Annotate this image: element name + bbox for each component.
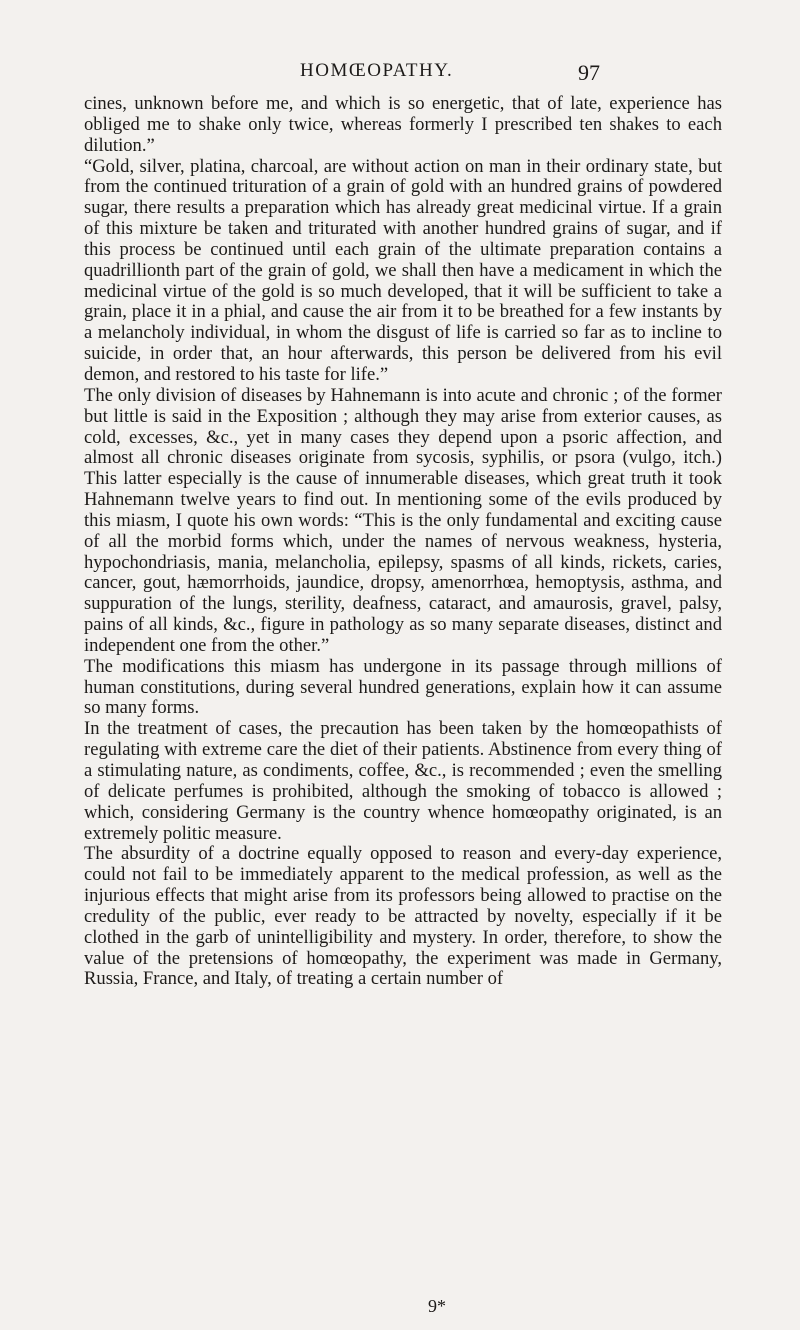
running-head [300, 60, 600, 88]
page-number: 97 [578, 60, 600, 85]
paragraph-6: The absurdity of a doctrine equally opposed to reason and every-day experience, could not fail to be immediately apparent to the medical profession, as well as the injurious effects that might arise from its professors being allowed to practise on the credulity of the public, ever ready to be attracted by novelty, especially if it be clothed in the garb of unintelligibility and mystery. In order, therefore, to show the value of the pretensions of homœopathy, the experiment was made in Germany, Russia, France, and Italy, of treating a certain number of [84, 843, 722, 990]
paragraph-5: In the treatment of cases, the precaution has been taken by the homœopathists of regulating with extreme care the diet of their patients. Abstinence from every thing of a stimulating nature, as condiments, coffee, &c., is recommended ; even the smelling of delicate perfumes is prohibited, although the smoking of tobacco is allowed ; which, considering Germany is the country whence homœopathy originated, is an extremely politic measure. [84, 718, 722, 844]
paragraph-4: The modifications this miasm has undergone in its passage through millions of human constitutions, during several hundred generations, explain how it can assume so many forms. [84, 655, 722, 719]
paragraph-3: The only division of diseases by Hahnemann is into acute and chronic ; of the former but little is said in the Exposition ; although they may arise from exterior causes, as cold, excesses, &c., yet in many cases they depend upon a psoric affection, and almost all chronic diseases originate from sycosis, syphilis, or psora (vulgo, itch.) This latter especially is the cause of innumerable diseases, which great truth it took Hahnemann twelve years to find out. In mentioning some of the evils produced by this miasm, I quote his own words: “This is the only fundamental and exciting cause of all the morbid forms which, under the names of nervous weakness, hysteria, hypochondriasis, mania, melancholia, epilepsy, spasms of all kinds, rickets, caries, cancer, gout, hæmorrhoids, jaundice, dropsy, amenorrhœa, hemoptysis, asthma, and suppuration of the lungs, sterility, deafness, cataract, and amaurosis, gravel, palsy, pains of all kinds, &c., figure in pathology as so many separate diseases, distinct and independent one from the other.” [84, 384, 722, 656]
signature-mark: 9* [428, 1296, 446, 1316]
body-text [84, 94, 722, 990]
paragraph-2: “Gold, silver, platina, charcoal, are without action on man in their ordinary state, but from the continued trituration of a grain of gold with an hundred grains of powdered sugar, there results a preparation which has already great medicinal virtue. If a grain of this mixture be taken and triturated with another hundred grains of sugar, and if this process be continued until each grain of the ultimate preparation contains a quadrillionth part of the grain of gold, we shall then have a medicament in which the medicinal virtue of the gold is so much developed, that it will be sufficient to take a grain, place it in a phial, and cause the air from it to be breathed for a few instants by a melancholy individual, in whom the disgust of life is carried so far as to incline to suicide, in order that, an hour afterwards, this person be delivered from his evil demon, and restored to his taste for life.” [84, 155, 722, 385]
running-title: HOMŒOPATHY. [300, 60, 454, 81]
paragraph-1: cines, unknown before me, and which is so energetic, that of late, experience has obliged me to shake only twice, whereas formerly I prescribed ten shakes to each dilution.” [84, 93, 722, 156]
